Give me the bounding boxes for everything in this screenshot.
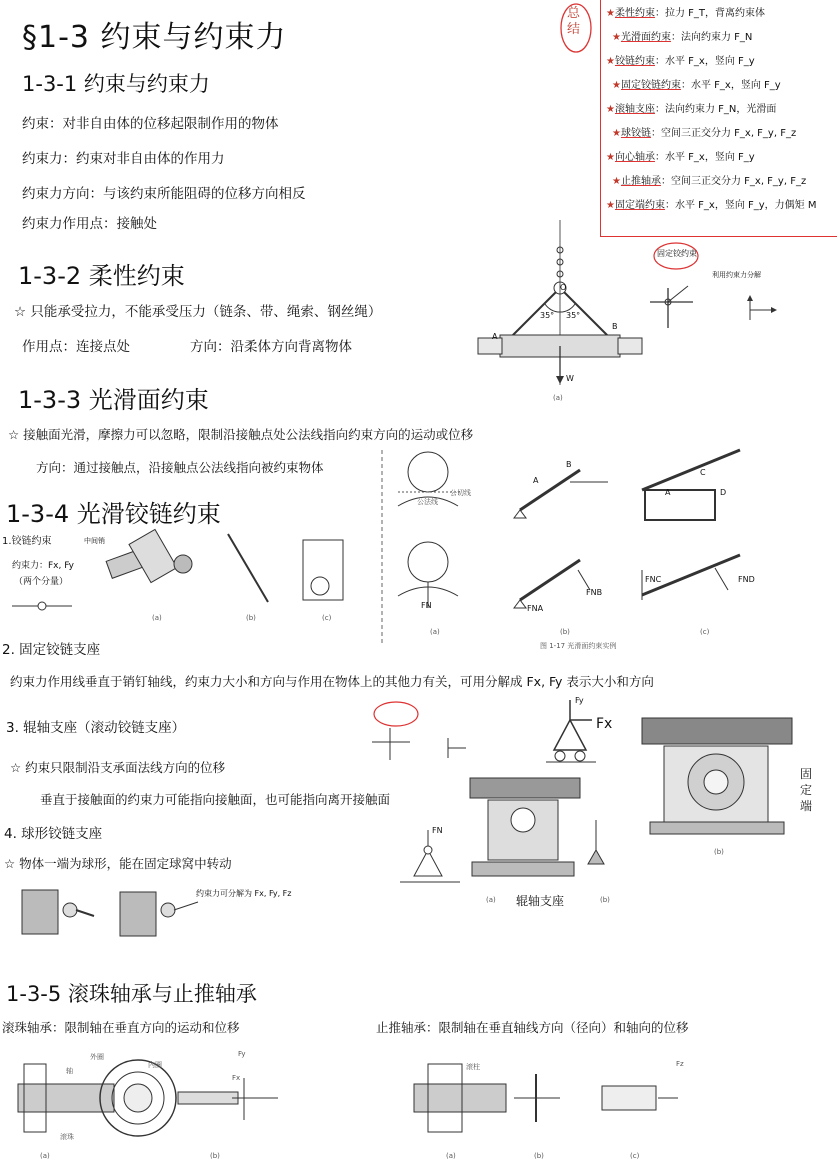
caption-thrust-b: (b) bbox=[534, 1152, 544, 1160]
figure-caption: 图 1-17 光滑面约束实例 bbox=[540, 642, 617, 650]
label-bearing-Fx: Fx bbox=[232, 1074, 241, 1082]
summary-item-desc: 水平 F_x，竖向 F_y bbox=[664, 56, 755, 67]
caption-thrust-c: (c) bbox=[630, 1152, 640, 1160]
summary-item bbox=[612, 76, 781, 91]
label-angle-right: 35° bbox=[566, 311, 581, 320]
caption-a: (a) bbox=[430, 628, 440, 636]
label-B: B bbox=[612, 322, 618, 331]
summary-item-separator: ： bbox=[664, 200, 675, 211]
label-W: W bbox=[566, 374, 574, 383]
hinge-force: 约束力：Fx, Fy bbox=[12, 561, 74, 571]
caption-ball-b: (b) bbox=[210, 1152, 220, 1160]
summary-item bbox=[612, 28, 752, 43]
roller-note: ☆ 约束只限制沿支承面法线方向的位移 bbox=[10, 760, 226, 775]
summary-item bbox=[606, 4, 765, 19]
summary-star-icon: ★ bbox=[606, 200, 615, 211]
ball-bearing-text: 滚珠轴承：限制轴在垂直方向的运动和位移 bbox=[2, 1020, 240, 1035]
smooth-note: ☆ 接触面光滑，摩擦力可以忽略，限制沿接触点处公法线指向约束方向的运动或位移 bbox=[8, 427, 474, 442]
summary-item-separator: ： bbox=[654, 8, 665, 19]
label-A-c: A bbox=[665, 488, 671, 497]
summary-item-name: 铰链约束 bbox=[614, 56, 655, 67]
summary-item-name: 向心轴承 bbox=[614, 152, 655, 163]
summary-item-desc: 空间三正交分力 F_x, F_y, F_z bbox=[670, 176, 807, 187]
caption-b: (b) bbox=[560, 628, 570, 636]
label-FNC: FNC bbox=[645, 575, 662, 584]
section-heading-1-3-5: 1-3-5 滚珠轴承与止推轴承 bbox=[6, 982, 257, 1006]
label-FNB: FNB bbox=[586, 588, 603, 597]
roller-heading: 3. 辊轴支座（滚动铰链支座） bbox=[6, 720, 186, 736]
summary-item-name: 光滑面约束 bbox=[620, 32, 671, 43]
summary-star-icon: ★ bbox=[606, 8, 615, 19]
summary-star-icon: ★ bbox=[606, 152, 615, 163]
summary-star-icon: ★ bbox=[606, 56, 615, 67]
label-roller-FN: FN bbox=[432, 826, 443, 835]
label-angle-left: 35° bbox=[540, 311, 555, 320]
hinge-scribble: 中间销 bbox=[84, 537, 105, 545]
summary-item bbox=[612, 124, 796, 139]
fixed-hinge-text: 约束力作用线垂直于销钉轴线，约束力大小和方向与作用在物体上的其他力有关，可用分解成 Fx, Fy 表示大小和方向 bbox=[10, 674, 654, 689]
caption-ball-a: (a) bbox=[40, 1152, 50, 1160]
hinge-parts-figure bbox=[98, 524, 358, 624]
label-A: A bbox=[492, 332, 498, 341]
label-tangent: 公切线 bbox=[450, 489, 471, 497]
bearing-block-figure bbox=[642, 712, 792, 842]
definition-force-direction: 约束力方向：与该约束所能阻碍的位移方向相反 bbox=[22, 186, 306, 202]
summary-item-separator: ： bbox=[670, 32, 681, 43]
summary-item bbox=[606, 148, 755, 163]
seal-label: 固定铰约束 bbox=[657, 249, 697, 258]
section-heading-1-3-1: 1-3-1 约束与约束力 bbox=[22, 72, 210, 96]
summary-item-separator: ： bbox=[654, 152, 665, 163]
label-A-b: A bbox=[533, 476, 539, 485]
summary-item-desc: 水平 F_x，竖向 F_y bbox=[664, 152, 755, 163]
label-thrust-Fz: Fz bbox=[676, 1060, 684, 1068]
summary-item bbox=[612, 172, 806, 187]
hinge-symbol bbox=[12, 596, 72, 616]
summary-item-desc: 拉力 F_T，背离约束体 bbox=[664, 8, 766, 19]
ball-joint-figure bbox=[12, 880, 212, 950]
summary-item-desc: 水平 F_x，竖向 F_y bbox=[690, 80, 781, 91]
roller-support-figure bbox=[370, 700, 640, 920]
summary-stamp-text: 总结 bbox=[567, 6, 581, 37]
label-D-c: D bbox=[720, 488, 727, 497]
definition-constraint: 约束：对非自由体的位移起限制作用的物体 bbox=[22, 116, 279, 132]
label-B-b: B bbox=[566, 460, 572, 469]
label-inner-ring: 内圈 bbox=[148, 1061, 162, 1069]
caption-bearing-b: (b) bbox=[714, 848, 724, 856]
summary-item-name: 球铰链 bbox=[620, 128, 651, 139]
ball-joint-note: 约束力可分解为 Fx, Fy, Fz bbox=[196, 889, 292, 898]
label-ball: 滚珠 bbox=[60, 1133, 74, 1141]
ball-hinge-heading: 4. 球形铰链支座 bbox=[4, 826, 103, 842]
summary-item-separator: ： bbox=[650, 128, 661, 139]
caption-roller-b: (b) bbox=[600, 896, 610, 904]
summary-star-icon: ★ bbox=[612, 32, 621, 43]
label-FND: FND bbox=[738, 575, 755, 584]
summary-item-name: 止推轴承 bbox=[620, 176, 661, 187]
caption-roller-a: (a) bbox=[486, 896, 496, 904]
hinge-title: 1.铰链约束 bbox=[2, 536, 52, 547]
roller-support-label: 辊轴支座 bbox=[516, 894, 565, 908]
section-heading-1-3-3: 1-3-3 光滑面约束 bbox=[18, 386, 209, 414]
label-roller-Fx: Fx bbox=[596, 716, 613, 732]
label-FN: FN bbox=[421, 601, 432, 610]
label-roller-Fy: Fy bbox=[575, 696, 584, 705]
summary-item-desc: 水平 F_x，竖向 F_y，力偶矩 M bbox=[674, 200, 817, 211]
summary-star-icon: ★ bbox=[612, 176, 621, 187]
flexible-note: ☆ 只能承受拉力，不能承受压力（链条、带、绳索、钢丝绳） bbox=[14, 304, 382, 320]
flexible-point: 作用点：连接点处 bbox=[22, 339, 130, 355]
ball-hinge-note: ☆ 物体一端为球形，能在固定球窝中转动 bbox=[4, 856, 232, 871]
summary-item bbox=[606, 100, 776, 115]
fixed-end-label: 固定端 bbox=[800, 767, 813, 813]
caption-hinge-c: (c) bbox=[322, 614, 332, 622]
caption-hinge-b: (b) bbox=[246, 614, 256, 622]
summary-item bbox=[606, 52, 755, 67]
caption-thrust-a: (a) bbox=[446, 1152, 456, 1160]
label-C-c: C bbox=[700, 468, 706, 477]
caption-c: (c) bbox=[700, 628, 710, 636]
sling-lift-figure bbox=[470, 220, 660, 400]
page-title: §1-3 约束与约束力 bbox=[22, 20, 287, 55]
flexible-direction: 方向：沿柔体方向背离物体 bbox=[190, 339, 352, 355]
label-O: O bbox=[560, 283, 567, 292]
label-outer-ring: 外圈 bbox=[90, 1053, 104, 1061]
label-bearing-Fy: Fy bbox=[238, 1050, 246, 1058]
smooth-surface-figure bbox=[380, 450, 760, 650]
summary-item-separator: ： bbox=[654, 56, 665, 67]
section-heading-1-3-4: 1-3-4 光滑铰链约束 bbox=[6, 500, 221, 528]
label-FNA: FNA bbox=[527, 604, 544, 613]
summary-item-separator: ： bbox=[660, 176, 671, 187]
summary-item-separator: ： bbox=[680, 80, 691, 91]
summary-item-separator: ： bbox=[654, 104, 665, 115]
fixed-pin-hint: 利用约束力分解 bbox=[712, 271, 761, 279]
hinge-components: （两个分量） bbox=[14, 577, 69, 587]
summary-item bbox=[606, 196, 816, 211]
summary-item-name: 固定铰链约束 bbox=[620, 80, 681, 91]
label-shaft: 轴 bbox=[66, 1067, 73, 1075]
section-heading-1-3-2: 1-3-2 柔性约束 bbox=[18, 262, 185, 290]
label-race: 滚柱 bbox=[466, 1063, 480, 1071]
summary-item-name: 柔性约束 bbox=[614, 8, 655, 19]
thrust-bearing-text: 止推轴承：限制轴在垂直轴线方向（径向）和轴向的位移 bbox=[376, 1020, 689, 1035]
roller-note-2: 垂直于接触面的约束力可能指向接触面，也可能指向离开接触面 bbox=[40, 792, 391, 807]
summary-item-name: 固定端约束 bbox=[614, 200, 665, 211]
fixed-hinge-heading: 2. 固定铰链支座 bbox=[2, 642, 101, 658]
summary-star-icon: ★ bbox=[612, 128, 621, 139]
smooth-direction: 方向：通过接触点，沿接触点公法线指向被约束物体 bbox=[36, 460, 324, 475]
summary-star-icon: ★ bbox=[612, 80, 621, 91]
label-normal: 公法线 bbox=[417, 498, 438, 506]
caption-sling: (a) bbox=[553, 394, 563, 402]
summary-star-icon: ★ bbox=[606, 104, 615, 115]
definition-force-point: 约束力作用点：接触处 bbox=[22, 216, 157, 232]
definition-constraint-force: 约束力：约束对非自由体的作用力 bbox=[22, 151, 225, 167]
summary-item-name: 滚轴支座 bbox=[614, 104, 655, 115]
summary-item-desc: 法向约束力 F_N，光滑面 bbox=[664, 104, 777, 115]
summary-item-desc: 法向约束力 F_N bbox=[680, 32, 753, 43]
caption-hinge-a: (a) bbox=[152, 614, 162, 622]
summary-item-desc: 空间三正交分力 F_x, F_y, F_z bbox=[660, 128, 797, 139]
